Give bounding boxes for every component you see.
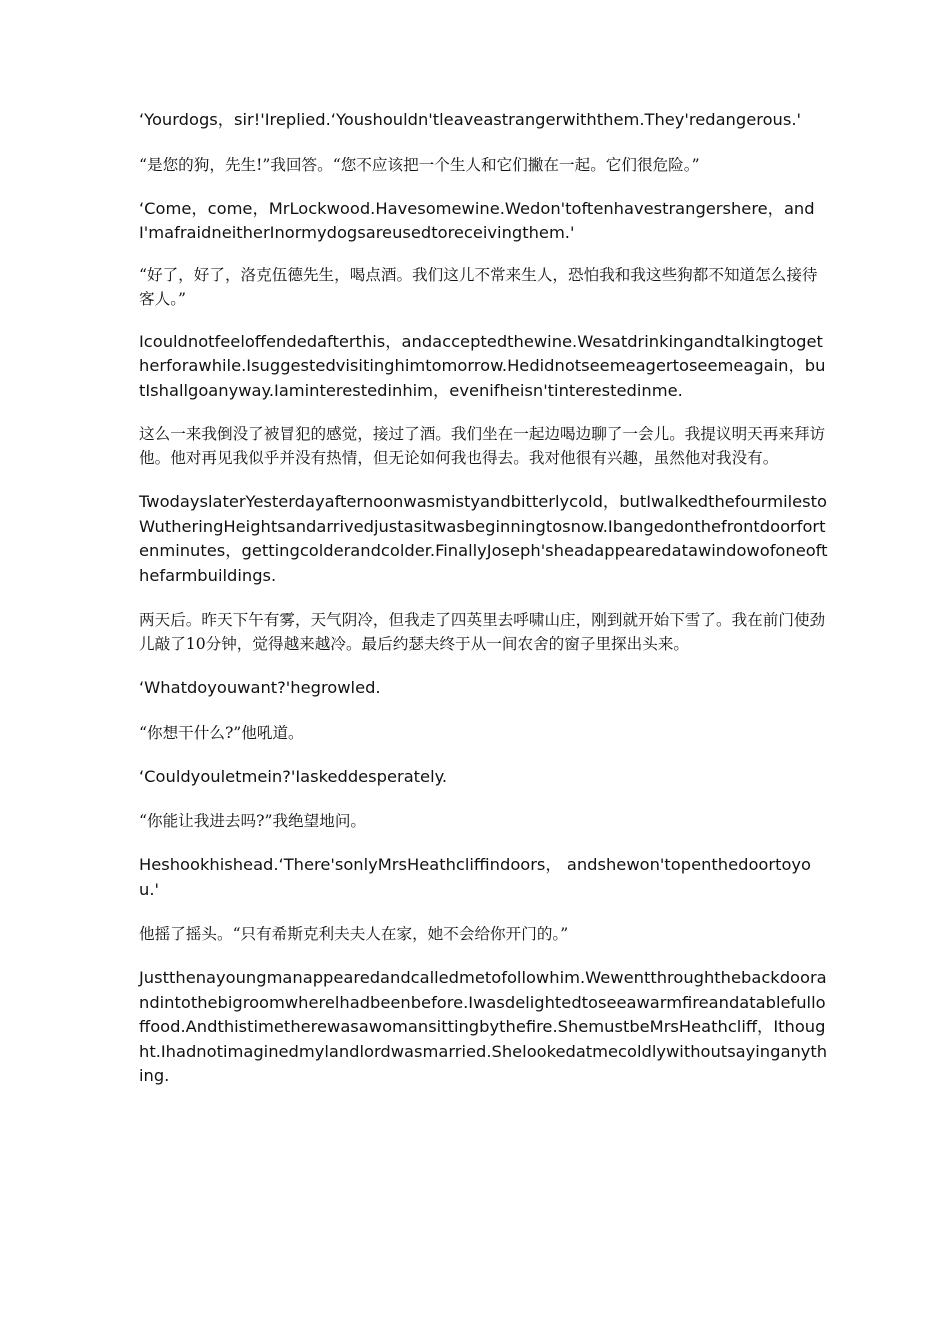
paragraph-english: ‘Whatdoyouwant?'hegrowled. — [139, 678, 381, 697]
paragraph-chinese: 这么一来我倒没了被冒犯的感觉，接过了酒。我们坐在一起边喝边聊了一会儿。我提议明天再来拜访他。他对再见我似乎并没有热情，但无论如何我也得去。我对他很有兴趣，虽然他对我没有。 — [139, 425, 826, 467]
paragraph-english: ‘Yourdogs，sir!'Ireplied.‘Youshouldn'tleaveastrangerwiththem.They'redangerous.' — [139, 110, 801, 129]
paragraph-chinese: “好了，好了，洛克伍德先生，喝点酒。我们这儿不常来生人，恐怕我和我这些狗都不知道怎么接待客人。” — [139, 265, 818, 308]
paragraph-english: TwodayslaterYesterdayafternoonwasmistyandbitterlycold，butIwalkedthefourmilestoWutheringHeightsandarrivedjustasitwasbeginningtosnow.Ibangedonthefrontdoorfortenminutes，gettingcolderandcolder.FinallyJoseph'sheadappearedatawindowofoneofthefarmbuildings. — [139, 492, 828, 585]
paragraph-chinese: 他摇了摇头。“只有希斯克利夫夫人在家，她不会给你开门的。” — [139, 925, 569, 943]
paragraph-english: ‘Couldyouletmein?'Iaskeddesperately. — [139, 766, 448, 786]
paragraph-english: ‘Come，come，MrLockwood.Havesomewine.Wedon'toftenhavestrangershere，andI'mafraidneitherInormydogsareusedtoreceivingthem.' — [139, 198, 815, 242]
paragraph-chinese: 两天后。昨天下午有雾，天气阴冷，但我走了四英里去呼啸山庄，刚到就开始下雪了。我在前门使劲儿敲了10分钟，觉得越来越冷。最后约瑟夫终于从一间农舍的窗子里探出头来。 — [139, 611, 826, 653]
paragraph-english: Justthenayoungmanappearedandcalledmetofollowhim.Wewentthroughthebackdoorandintothebigroomwherelhadbeenbefore.Iwasdelightedtoseeawarmfireandatablefulloffood.Andthistimetherewasawomansittingbythefire.ShemustbeMrsHeathcliff，Ithought.Ihadnotimaginedmylandlordwasmarried.Shelookedatmecoldlywithoutsayinganything. — [139, 968, 828, 1085]
paragraph-english: Icouldnotfeeloffendedafterthis，andacceptedthewine.Wesatdrinkingandtalkingtogetherforawhile.Isuggestedvisitinghimtomorrow.Hedidnotseemeagertoseemeagain，butIshallgoanyway.Iaminterestedinhim，evenifheisn'tinterestedinme. — [139, 331, 826, 400]
paragraph-chinese: “是您的狗，先生!”我回答。“您不应该把一个生人和它们撇在一起。它们很危险。” — [139, 155, 700, 174]
paragraph-english: Heshookhishead.‘There'sonlyMrsHeathcliffindoors， andshewon'topenthedoortoyou.' — [139, 855, 812, 899]
document-page — [139, 108, 829, 1089]
paragraph-chinese: “你想干什么?”他吼道。 — [139, 723, 304, 742]
paragraph-chinese: “你能让我进去吗?”我绝望地问。 — [139, 812, 367, 830]
